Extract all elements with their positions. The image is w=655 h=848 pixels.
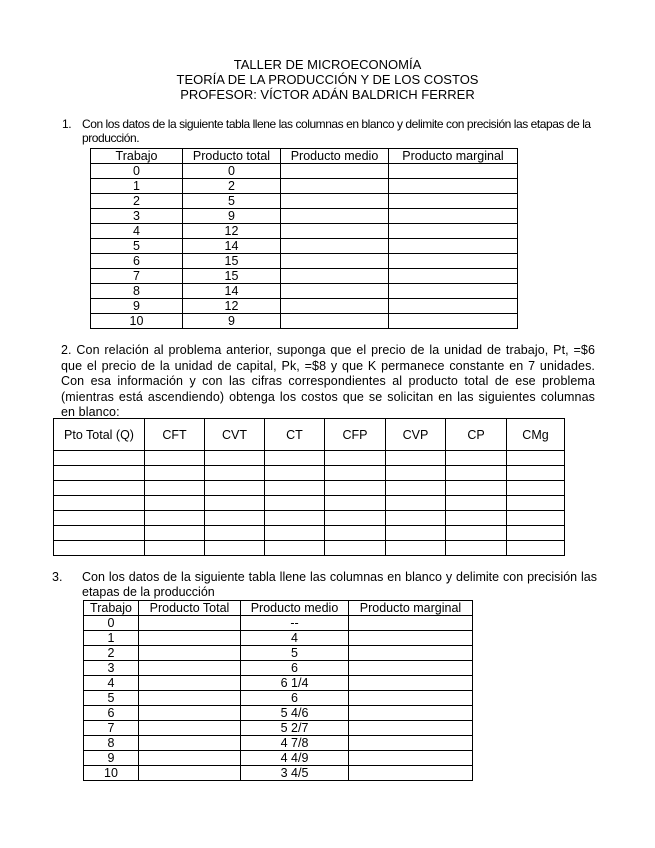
table-cell: 3 bbox=[84, 661, 139, 676]
question-2-text: 2. Con relación al problema anterior, suponga que el precio de la unidad de trabajo, Pt, =$6 que el precio de la unidad de capital, Pk, =$8 y que K permanece constante en 7 unidades. Con esa información y con las cifras correspondientes al producto total de ese problema (mientras está ascendiendo) obtenga los costos que se solicitan en las siguientes columnas en blanco: bbox=[61, 343, 595, 419]
table-cell bbox=[281, 209, 389, 224]
table-row bbox=[91, 179, 518, 194]
table-cell: 5 bbox=[91, 239, 183, 254]
column-header: Producto medio bbox=[241, 601, 349, 616]
table-cell bbox=[386, 466, 446, 481]
cost-table bbox=[53, 418, 565, 556]
header-professor: PROFESOR: VÍCTOR ADÁN BALDRICH FERRER bbox=[180, 87, 475, 102]
table-cell: 5 bbox=[84, 691, 139, 706]
table-cell bbox=[349, 646, 473, 661]
table-cell bbox=[54, 481, 145, 496]
table-row bbox=[84, 661, 473, 676]
table-cell bbox=[265, 496, 325, 511]
column-header: Producto total bbox=[183, 149, 281, 164]
table-cell bbox=[325, 466, 386, 481]
table-row bbox=[54, 481, 565, 496]
table-row bbox=[84, 706, 473, 721]
table-cell: 8 bbox=[84, 736, 139, 751]
table-cell bbox=[389, 239, 518, 254]
table-cell: -- bbox=[241, 616, 349, 631]
table-row bbox=[91, 224, 518, 239]
table-cell bbox=[507, 526, 565, 541]
table-cell bbox=[446, 451, 507, 466]
table-row bbox=[54, 526, 565, 541]
table-cell bbox=[386, 481, 446, 496]
table-cell bbox=[389, 224, 518, 239]
table-cell bbox=[145, 541, 205, 556]
table-cell: 12 bbox=[183, 224, 281, 239]
table-cell: 3 4/5 bbox=[241, 766, 349, 781]
table-cell: 7 bbox=[91, 269, 183, 284]
question-1-number: 1. bbox=[62, 117, 72, 131]
table-row bbox=[91, 299, 518, 314]
table-cell bbox=[281, 314, 389, 329]
table-row bbox=[54, 541, 565, 556]
table-cell bbox=[145, 466, 205, 481]
table-row bbox=[84, 751, 473, 766]
column-header: Trabajo bbox=[91, 149, 183, 164]
question-1 bbox=[62, 117, 602, 145]
table-cell bbox=[205, 451, 265, 466]
table-row bbox=[54, 466, 565, 481]
table-cell bbox=[507, 466, 565, 481]
table-cell: 4 bbox=[91, 224, 183, 239]
table-row bbox=[91, 164, 518, 179]
table-cell bbox=[281, 194, 389, 209]
column-header: Trabajo bbox=[84, 601, 139, 616]
table-cell: 8 bbox=[91, 284, 183, 299]
table-cell bbox=[349, 766, 473, 781]
table-cell bbox=[139, 676, 241, 691]
table-header-row bbox=[84, 601, 473, 616]
table-cell bbox=[349, 676, 473, 691]
table-cell: 6 bbox=[84, 706, 139, 721]
table-cell bbox=[139, 706, 241, 721]
table-cell bbox=[139, 631, 241, 646]
table-cell bbox=[145, 451, 205, 466]
column-header: CMg bbox=[507, 419, 565, 451]
table-cell bbox=[139, 691, 241, 706]
table-cell bbox=[507, 511, 565, 526]
table-cell bbox=[349, 661, 473, 676]
table-cell bbox=[325, 511, 386, 526]
table-cell bbox=[145, 481, 205, 496]
table-cell bbox=[139, 661, 241, 676]
table-cell bbox=[54, 541, 145, 556]
table-cell bbox=[386, 526, 446, 541]
table-cell: 9 bbox=[183, 314, 281, 329]
production-table-1 bbox=[90, 148, 518, 329]
table-cell: 6 1/4 bbox=[241, 676, 349, 691]
table-row bbox=[91, 314, 518, 329]
table-row bbox=[84, 616, 473, 631]
table-cell bbox=[205, 496, 265, 511]
table-cell bbox=[139, 736, 241, 751]
table-cell bbox=[281, 164, 389, 179]
table-cell bbox=[325, 451, 386, 466]
header-title: TALLER DE MICROECONOMÍA bbox=[233, 57, 422, 72]
column-header: CT bbox=[265, 419, 325, 451]
table-cell bbox=[139, 646, 241, 661]
column-header: Producto marginal bbox=[349, 601, 473, 616]
table-cell bbox=[389, 179, 518, 194]
table-cell bbox=[145, 526, 205, 541]
table-cell: 2 bbox=[84, 646, 139, 661]
table-cell bbox=[54, 496, 145, 511]
table-cell bbox=[389, 254, 518, 269]
table-cell bbox=[446, 466, 507, 481]
column-header: CVT bbox=[205, 419, 265, 451]
table-cell: 14 bbox=[183, 284, 281, 299]
document-header bbox=[0, 57, 655, 102]
table-cell bbox=[389, 314, 518, 329]
table-cell: 1 bbox=[84, 631, 139, 646]
header-subtitle: TEORÍA DE LA PRODUCCIÓN Y DE LOS COSTOS bbox=[176, 72, 479, 87]
table-cell bbox=[349, 721, 473, 736]
table-cell bbox=[265, 526, 325, 541]
table-cell bbox=[349, 616, 473, 631]
table-row bbox=[84, 766, 473, 781]
table-cell bbox=[325, 526, 386, 541]
question-3-number: 3. bbox=[52, 570, 63, 584]
table-cell bbox=[389, 284, 518, 299]
table-cell: 10 bbox=[84, 766, 139, 781]
table-cell: 10 bbox=[91, 314, 183, 329]
column-header: CFP bbox=[325, 419, 386, 451]
column-header: Producto Total bbox=[139, 601, 241, 616]
table-cell bbox=[54, 451, 145, 466]
table-cell bbox=[507, 496, 565, 511]
table-cell bbox=[265, 451, 325, 466]
table-cell: 5 4/6 bbox=[241, 706, 349, 721]
table-row bbox=[84, 691, 473, 706]
table-cell bbox=[54, 526, 145, 541]
table-cell bbox=[145, 511, 205, 526]
table-cell bbox=[386, 496, 446, 511]
table-cell bbox=[281, 299, 389, 314]
table-row bbox=[84, 736, 473, 751]
table-cell bbox=[281, 284, 389, 299]
table-cell bbox=[349, 691, 473, 706]
table-row bbox=[91, 239, 518, 254]
table-cell bbox=[349, 706, 473, 721]
table-cell bbox=[281, 224, 389, 239]
table-cell bbox=[389, 194, 518, 209]
table-cell bbox=[139, 616, 241, 631]
table-cell: 6 bbox=[91, 254, 183, 269]
table-cell: 0 bbox=[84, 616, 139, 631]
table-cell: 9 bbox=[183, 209, 281, 224]
table-cell bbox=[281, 254, 389, 269]
table-cell bbox=[139, 721, 241, 736]
table-cell bbox=[349, 631, 473, 646]
production-table-3 bbox=[83, 600, 473, 781]
table-cell bbox=[389, 269, 518, 284]
table-cell: 4 bbox=[241, 631, 349, 646]
table-cell bbox=[389, 164, 518, 179]
table-cell bbox=[281, 269, 389, 284]
table-cell bbox=[507, 451, 565, 466]
table-cell bbox=[265, 466, 325, 481]
table-cell bbox=[446, 526, 507, 541]
table-cell bbox=[446, 541, 507, 556]
table-cell bbox=[281, 239, 389, 254]
table-cell bbox=[205, 511, 265, 526]
table-row bbox=[84, 646, 473, 661]
question-3-text: Con los datos de la siguiente tabla llene las columnas en blanco y delimite con precisión las etapas de la producción bbox=[82, 570, 597, 599]
table-row bbox=[54, 511, 565, 526]
table-cell bbox=[205, 481, 265, 496]
table-cell bbox=[386, 511, 446, 526]
table-cell bbox=[446, 496, 507, 511]
table-row bbox=[54, 496, 565, 511]
table-cell bbox=[265, 511, 325, 526]
table-cell bbox=[281, 179, 389, 194]
table-cell bbox=[145, 496, 205, 511]
question-1-text: Con los datos de la siguiente tabla llene las columnas en blanco y delimite con precisión las etapas de la producción. bbox=[82, 117, 591, 145]
table-cell: 7 bbox=[84, 721, 139, 736]
table-cell: 5 bbox=[241, 646, 349, 661]
table-cell: 9 bbox=[84, 751, 139, 766]
table-row bbox=[91, 209, 518, 224]
table-cell: 9 bbox=[91, 299, 183, 314]
table-cell bbox=[54, 466, 145, 481]
table-row bbox=[91, 284, 518, 299]
table-cell bbox=[205, 541, 265, 556]
table-cell: 5 bbox=[183, 194, 281, 209]
column-header: Producto medio bbox=[281, 149, 389, 164]
table-cell: 15 bbox=[183, 254, 281, 269]
table-cell bbox=[386, 541, 446, 556]
table-cell bbox=[389, 299, 518, 314]
table-cell: 4 4/9 bbox=[241, 751, 349, 766]
column-header: Producto marginal bbox=[389, 149, 518, 164]
table-cell bbox=[349, 736, 473, 751]
table-cell bbox=[205, 466, 265, 481]
table-cell: 14 bbox=[183, 239, 281, 254]
column-header: CP bbox=[446, 419, 507, 451]
table-cell bbox=[205, 526, 265, 541]
table-cell bbox=[139, 766, 241, 781]
table-header-row bbox=[54, 419, 565, 451]
table-cell bbox=[446, 511, 507, 526]
table-cell bbox=[325, 481, 386, 496]
table-cell bbox=[265, 541, 325, 556]
table-cell: 3 bbox=[91, 209, 183, 224]
table-cell bbox=[54, 511, 145, 526]
table-cell: 5 2/7 bbox=[241, 721, 349, 736]
question-3 bbox=[52, 570, 597, 600]
table-cell bbox=[446, 481, 507, 496]
table-cell bbox=[507, 541, 565, 556]
column-header: CFT bbox=[145, 419, 205, 451]
table-header-row bbox=[91, 149, 518, 164]
table-row bbox=[91, 194, 518, 209]
table-cell bbox=[325, 496, 386, 511]
column-header: CVP bbox=[386, 419, 446, 451]
table-cell: 2 bbox=[91, 194, 183, 209]
table-cell: 0 bbox=[91, 164, 183, 179]
table-row bbox=[91, 269, 518, 284]
column-header: Pto Total (Q) bbox=[54, 419, 145, 451]
table-cell bbox=[349, 751, 473, 766]
table-row bbox=[84, 631, 473, 646]
table-cell bbox=[507, 481, 565, 496]
table-cell: 1 bbox=[91, 179, 183, 194]
table-cell bbox=[389, 209, 518, 224]
table-row bbox=[91, 254, 518, 269]
table-cell bbox=[325, 541, 386, 556]
table-cell bbox=[386, 451, 446, 466]
table-cell: 4 bbox=[84, 676, 139, 691]
table-cell: 6 bbox=[241, 661, 349, 676]
table-cell bbox=[265, 481, 325, 496]
table-row bbox=[54, 451, 565, 466]
table-cell: 0 bbox=[183, 164, 281, 179]
table-cell: 4 7/8 bbox=[241, 736, 349, 751]
table-cell bbox=[139, 751, 241, 766]
table-cell: 2 bbox=[183, 179, 281, 194]
table-cell: 12 bbox=[183, 299, 281, 314]
table-cell: 15 bbox=[183, 269, 281, 284]
table-row bbox=[84, 676, 473, 691]
table-row bbox=[84, 721, 473, 736]
table-cell: 6 bbox=[241, 691, 349, 706]
